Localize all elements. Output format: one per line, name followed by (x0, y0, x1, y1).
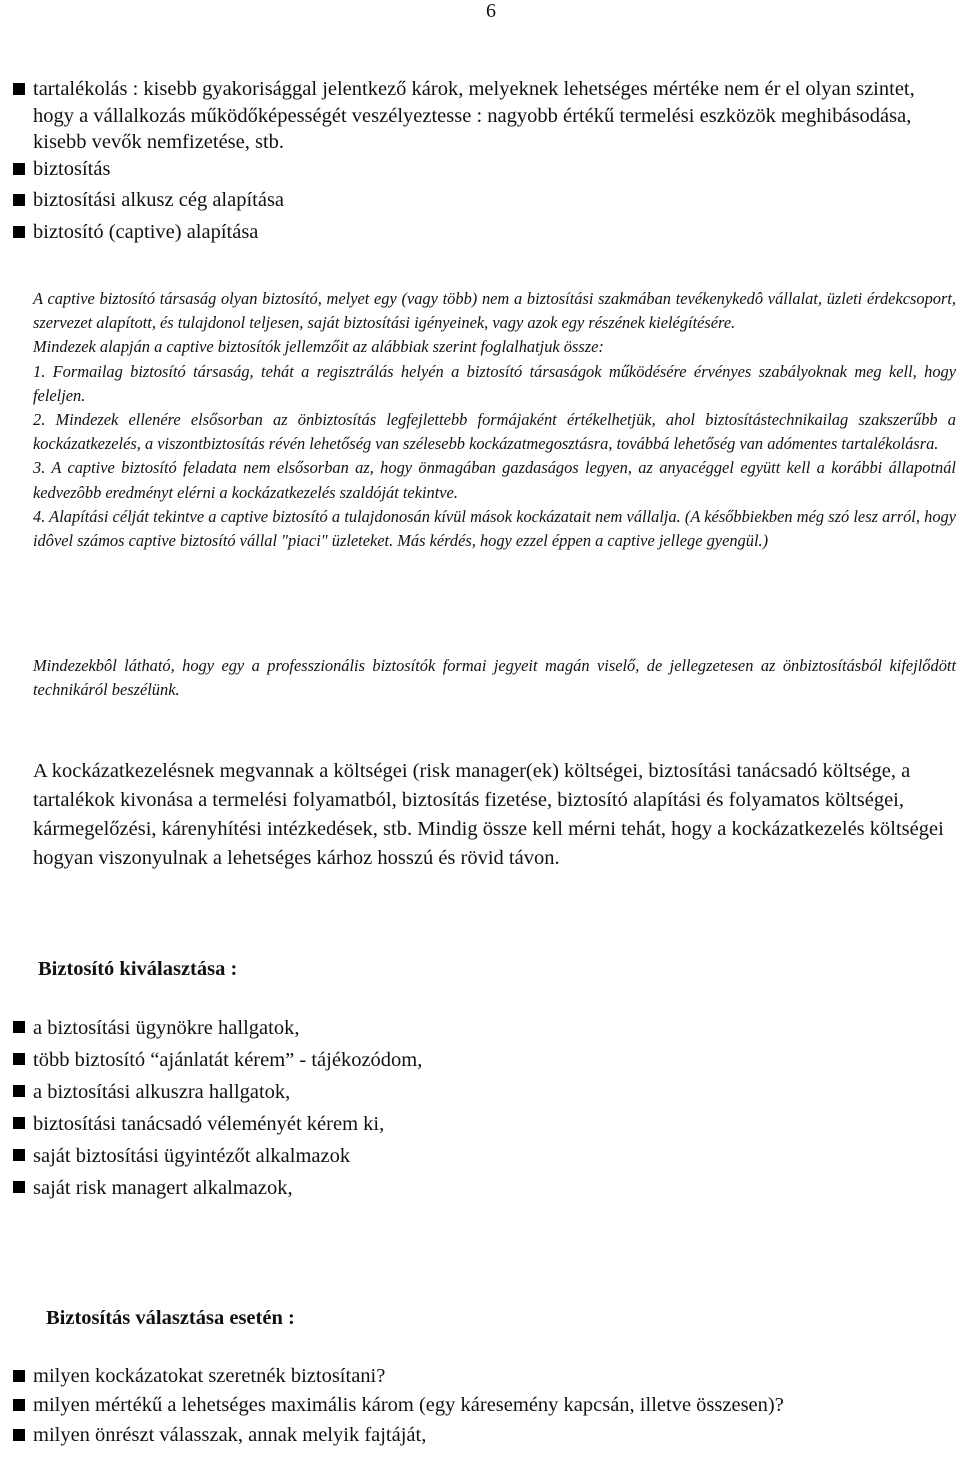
list-item-text: a biztosítási alkuszra hallgatok, (33, 1081, 291, 1103)
list-item (10, 1012, 955, 1044)
square-bullet-icon (13, 1370, 25, 1382)
risk-handling-bullet-list (10, 76, 955, 245)
list-item-text: biztosítási tanácsadó véleményét kérem ki, (33, 1113, 385, 1135)
square-bullet-icon (13, 1149, 25, 1161)
square-bullet-icon (13, 194, 25, 206)
square-bullet-icon (13, 1429, 25, 1441)
insurer-selection-heading: Biztosító kiválasztása : (38, 958, 238, 980)
square-bullet-icon (13, 1399, 25, 1411)
list-item (10, 187, 955, 214)
list-item (10, 76, 955, 156)
cost-paragraph-text: A kockázatkezelésnek megvannak a költségei (risk manager(ek) költségei, biztosítási tanácsadó költsége, a tartalékok kivonása a termelési folyamatból, biztosítás fizetése, biztosító alapítási és folyamatos költségei, kármegelőzési, kárenyhítési intézkedések, stb. Mindig össze kell mérni tehát, hogy a kockázatkezelés költségei hogyan viszonyulnak a lehetséges kárhoz hosszú és rövid távon. (33, 760, 944, 869)
captive-definition: A captive biztosító társaság olyan biztosító, melyet egy (vagy több) nem a biztosítási szakmában tevékenykedô vállalat, üzleti érdekcsoport, szervezet alapított, és tulajdonol teljesen, saját biztosítási igényeinek, vagy azok egy részének kielégítésére. (33, 289, 956, 333)
insurer-selection-list (10, 1012, 955, 1204)
list-item-text: biztosítás (33, 157, 111, 180)
list-item-text: a biztosítási ügynökre hallgatok, (33, 1017, 300, 1039)
list-item (10, 1362, 955, 1391)
list-item-text: biztosítási alkusz cég alapítása (33, 189, 285, 211)
list-item-text: tartalékolás : kisebb gyakorisággal jelentkező károk, melyeknek lehetséges mértéke nem ér el olyan szintet, hogy a vállalkozás működőképességét veszélyeztesse : nagyobb értékű termelési eszközök meghibásodása, kisebb vevők nemfizetése, stb. (33, 78, 915, 153)
list-item-text: biztosító (captive) alapítása (33, 220, 259, 243)
square-bullet-icon (13, 226, 25, 238)
square-bullet-icon (13, 163, 25, 175)
captive-point-1: 1. Formailag biztosító társaság, tehát a regisztrálás helyén a biztosító társaságok működésére érvényes szabályoknak meg kell, hogy feleljen. (33, 361, 956, 405)
cost-paragraph (33, 757, 948, 873)
square-bullet-icon (13, 1021, 25, 1033)
captive-point-4: 4. Alapítási célját tekintve a captive biztosító a tulajdonosán kívül mások kockázatait nem vállalja. (A későbbiekben még szó lesz arról, hogy idôvel számos captive biztosító vállal "piaci" üzleteket. Más kérdés, hogy ezzel éppen a captive jellege gyengül.) (33, 506, 956, 551)
list-item (10, 1140, 955, 1172)
list-item (10, 156, 955, 183)
captive-description (33, 287, 956, 553)
square-bullet-icon (13, 1117, 25, 1129)
captive-point-3: 3. A captive biztosító feladata nem elsősorban az, hogy önmagában gazdaságos legyen, az anyacéggel együtt kell a korábbi állapotnál kedvezôbb eredményt elérni a kockázatkezelés szaldóját tekintve. (33, 458, 956, 502)
captive-summary-intro: Mindezek alapján a captive biztosítók jellemzőit az alábbiak szerint foglalhatjuk össze: (33, 337, 604, 357)
insurance-choice-list (10, 1362, 955, 1450)
square-bullet-icon (13, 1181, 25, 1193)
list-item (10, 1108, 955, 1140)
list-item (10, 1172, 955, 1204)
captive-conclusion-text: Mindezekbôl látható, hogy egy a professzionális biztosítók formai jegyeit magán viselő, de jellegzetesen az önbiztosításból kifejlődött technikáról beszélünk. (33, 656, 956, 700)
insurance-choice-heading: Biztosítás választása esetén : (46, 1307, 295, 1329)
list-item (10, 1420, 955, 1450)
list-item-text: saját biztosítási ügyintézőt alkalmazok (33, 1145, 351, 1167)
list-item-text: milyen kockázatokat szeretnék biztosítani? (33, 1365, 386, 1387)
list-item (10, 1391, 955, 1420)
captive-point-2: 2. Mindezek ellenére elsősorban az önbiztosítás legfejlettebb formájaként értékelhetjük, ahol biztosítástechnikailag szakszerűbb a kockázatkezelés, a viszontbiztosítás révén lehetőség van szélesebb kockázatmegosztásra, továbbá lehetőség van adómentes tartalékolásra. (33, 410, 956, 454)
list-item (10, 219, 955, 246)
list-item-text: több biztosító “ajánlatát kérem” - tájékozódom, (33, 1049, 423, 1071)
square-bullet-icon (13, 1053, 25, 1065)
list-item-text: milyen mértékű a lehetséges maximális károm (egy káresemény kapcsán, illetve összesen)? (33, 1394, 784, 1416)
square-bullet-icon (13, 83, 25, 95)
list-item-text: milyen önrészt válasszak, annak melyik fajtáját, (33, 1424, 427, 1446)
list-item-text: saját risk managert alkalmazok, (33, 1177, 293, 1199)
page-number: 6 (486, 0, 496, 22)
square-bullet-icon (13, 1085, 25, 1097)
list-item (10, 1044, 955, 1076)
list-item (10, 1076, 955, 1108)
captive-conclusion (33, 654, 956, 702)
